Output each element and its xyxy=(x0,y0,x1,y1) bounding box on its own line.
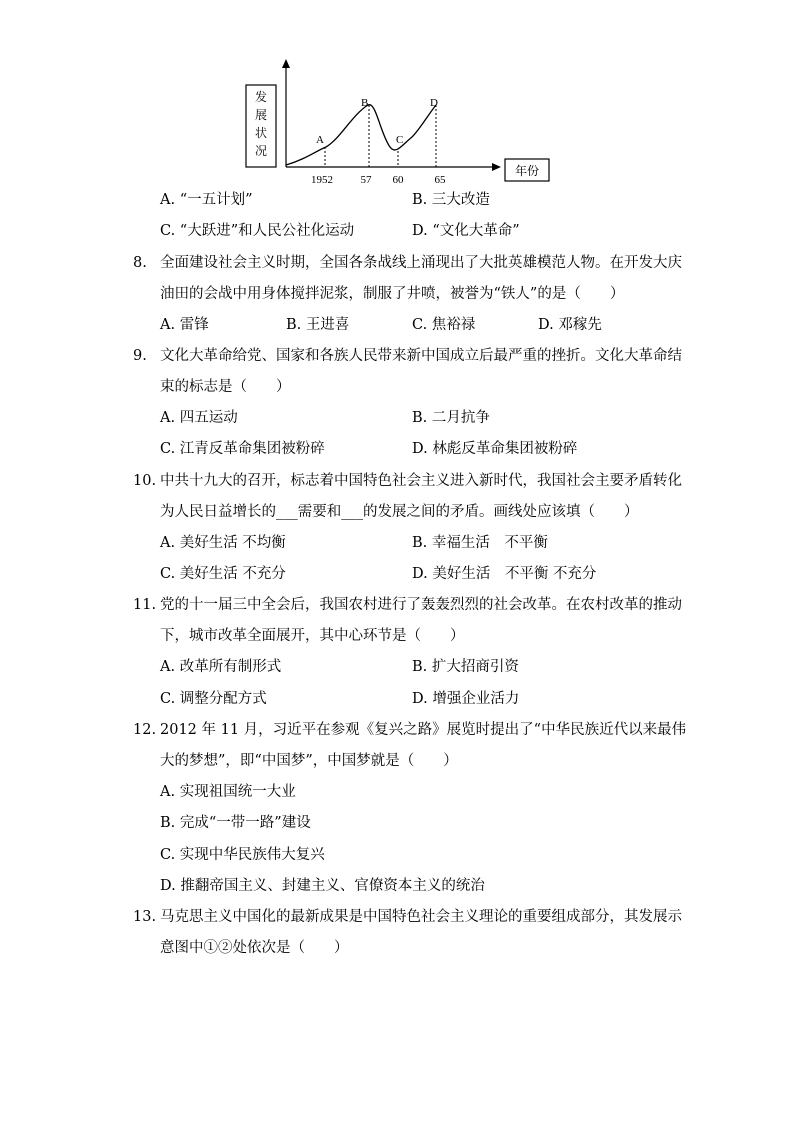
q7-option-a[interactable]: A. “一五计划” xyxy=(160,192,253,208)
question-text: 党的十一届三中全会后，我国农村进行了轰轰烈烈的社会改革。在农村改革的推动 xyxy=(160,597,682,613)
tick-label: 60 xyxy=(392,174,404,186)
q7-option-c[interactable]: C. “大跃进”和人民公社化运动 xyxy=(160,223,355,239)
q12-option-c[interactable]: C. 实现中华民族伟大复兴 xyxy=(160,847,325,863)
q11-option-d[interactable]: D. 增强企业活力 xyxy=(412,691,520,707)
q8-option-c[interactable]: C. 焦裕禄 xyxy=(412,317,476,333)
point-label-c: C xyxy=(396,134,404,146)
question-text: 意图中①②处依次是（ ） xyxy=(160,940,349,956)
question-text: 中共十九大的召开，标志着中国特色社会主义进入新时代，我国社会主要矛盾转化 xyxy=(160,473,682,489)
question-text: 油田的会战中用身体搅拌泥浆，制服了井喷，被誉为“铁人”的是（ ） xyxy=(160,286,625,302)
q9-option-c[interactable]: C. 江青反革命集团被粉碎 xyxy=(160,441,325,457)
development-chart xyxy=(240,55,560,190)
q8-option-a[interactable]: A. 雷锋 xyxy=(160,317,209,333)
question-number: 13. xyxy=(133,909,157,925)
question-number: 8. xyxy=(133,255,147,271)
q11-option-b[interactable]: B. 扩大招商引资 xyxy=(412,659,519,675)
q7-option-b[interactable]: B. 三大改造 xyxy=(412,192,490,208)
q9-option-d[interactable]: D. 林彪反革命集团被粉碎 xyxy=(412,441,578,457)
ylabel-char: 况 xyxy=(254,144,268,158)
point-label-a: A xyxy=(316,134,324,146)
xlabel: 年份 xyxy=(514,164,540,178)
question-text: 大的梦想”，即“中国梦”，中国梦就是（ ） xyxy=(160,753,458,769)
ylabel-char: 发 xyxy=(254,90,268,104)
q12-option-a[interactable]: A. 实现祖国统一大业 xyxy=(160,784,296,800)
q10-option-c[interactable]: C. 美好生活 不充分 xyxy=(160,566,286,582)
y-axis-arrow xyxy=(282,59,290,68)
ylabel-char: 展 xyxy=(254,108,268,122)
q9-option-a[interactable]: A. 四五运动 xyxy=(160,410,238,426)
q7-option-d[interactable]: D. “文化大革命” xyxy=(412,223,520,239)
ylabel-char: 状 xyxy=(254,126,268,140)
question-number: 9. xyxy=(133,348,147,364)
tick-label: 57 xyxy=(360,174,372,186)
q12-option-b[interactable]: B. 完成“一带一路”建设 xyxy=(160,815,311,831)
development-curve xyxy=(286,105,436,165)
question-text: 为人民日益增长的___需要和___的发展之间的矛盾。画线处应该填（ ） xyxy=(160,504,639,520)
q10-option-d[interactable]: D. 美好生活 不平衡 不充分 xyxy=(412,566,597,582)
question-text: 2012 年 11 月，习近平在参观《复兴之路》展览时提出了“中华民族近代以来最伟 xyxy=(160,722,687,738)
question-text: 马克思主义中国化的最新成果是中国特色社会主义理论的重要组成部分，其发展示 xyxy=(160,909,682,925)
question-number: 11. xyxy=(133,597,157,613)
point-label-d: D xyxy=(430,97,438,109)
question-text: 全面建设社会主义时期，全国各条战线上涌现出了大批英雄模范人物。在开发大庆 xyxy=(160,255,682,271)
q9-option-b[interactable]: B. 二月抗争 xyxy=(412,410,490,426)
point-label-b: B xyxy=(361,97,369,109)
q11-option-c[interactable]: C. 调整分配方式 xyxy=(160,691,267,707)
q10-option-b[interactable]: B. 幸福生活 不平衡 xyxy=(412,535,548,551)
q12-option-d[interactable]: D. 推翻帝国主义、封建主义、官僚资本主义的统治 xyxy=(160,878,485,894)
question-text: 下，城市改革全面展开，其中心环节是（ ） xyxy=(160,628,465,644)
q10-option-a[interactable]: A. 美好生活 不均衡 xyxy=(160,535,286,551)
tick-label: 1952 xyxy=(311,174,333,186)
q8-option-b[interactable]: B. 王进喜 xyxy=(286,317,350,333)
question-number: 10. xyxy=(133,473,157,489)
q11-option-a[interactable]: A. 改革所有制形式 xyxy=(160,659,282,675)
x-axis-arrow xyxy=(492,163,501,171)
question-text: 文化大革命给党、国家和各族人民带来新中国成立后最严重的挫折。文化大革命结 xyxy=(160,348,682,364)
tick-label: 65 xyxy=(434,174,446,186)
question-text: 束的标志是（ ） xyxy=(160,379,291,395)
q8-option-d[interactable]: D. 邓稼先 xyxy=(538,317,602,333)
question-number: 12. xyxy=(133,722,157,738)
